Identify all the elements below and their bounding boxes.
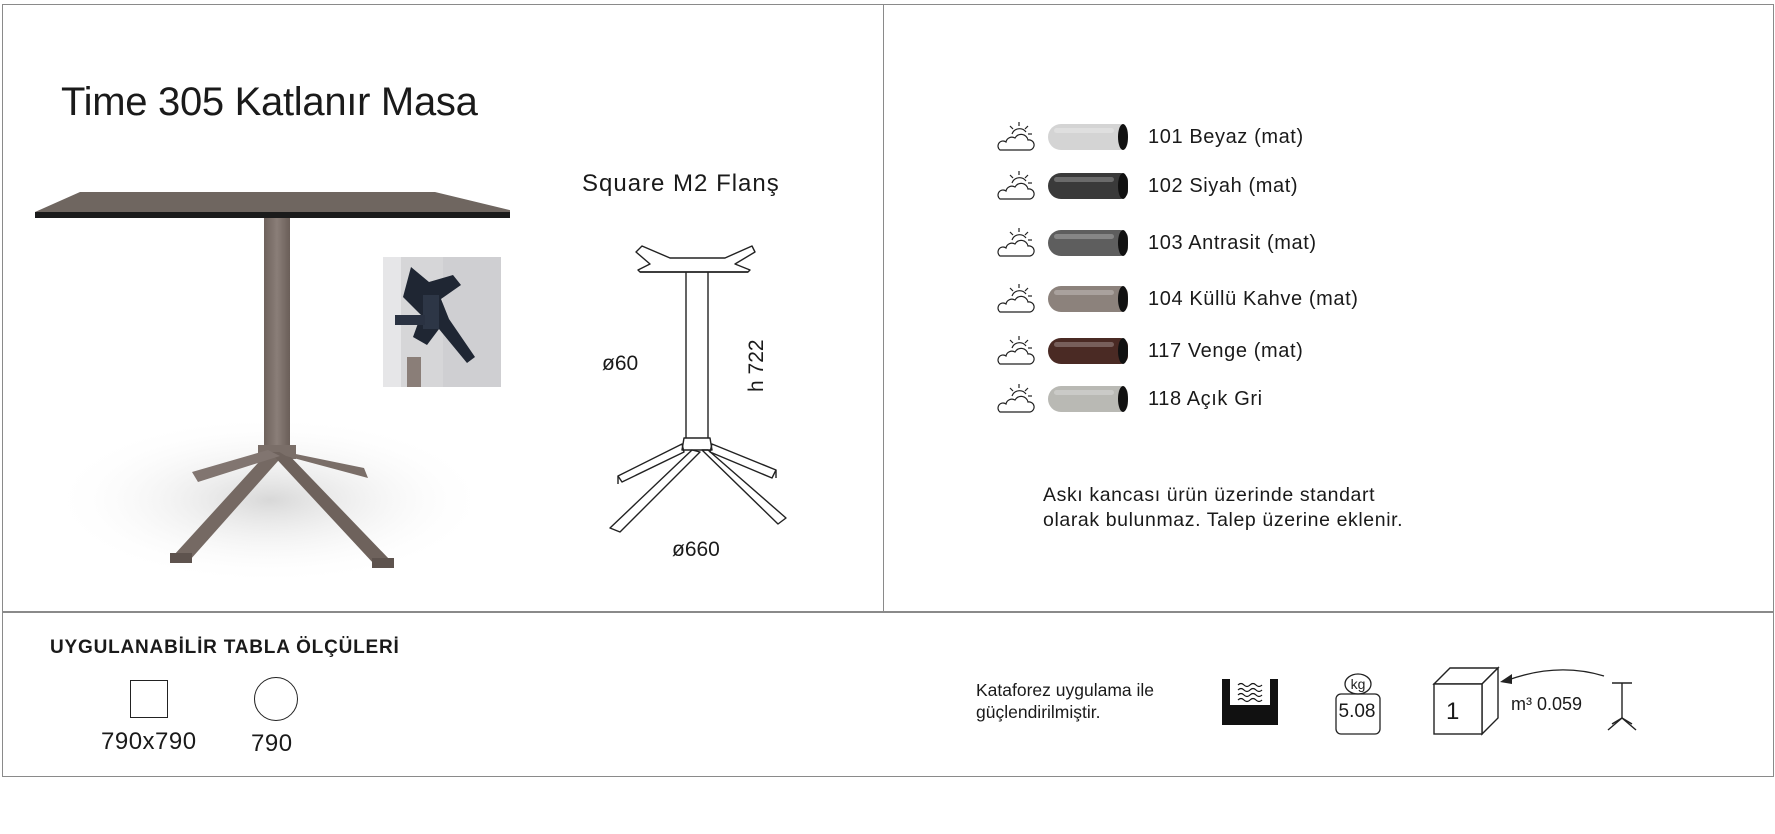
kataforez-line-1: Kataforez uygulama ile (976, 680, 1155, 700)
color-swatch (1048, 286, 1128, 312)
color-option-117 (994, 334, 1303, 368)
color-label: 101 Beyaz (mat) (1148, 125, 1304, 148)
round-size-label: 790 (251, 730, 293, 757)
table-sizes-heading: UYGULANABİLİR TABLA ÖLÇÜLERİ (50, 637, 400, 658)
weather-sun-cloud-icon (994, 120, 1038, 154)
flange-title: Square M2 Flanş (582, 170, 780, 197)
color-swatch (1048, 173, 1128, 199)
color-label: 103 Antrasit (mat) (1148, 231, 1317, 254)
weight-unit-label: kg (1350, 676, 1366, 692)
hinge-detail-photo (383, 257, 501, 387)
color-option-118 (994, 382, 1263, 416)
weather-sun-cloud-icon (994, 169, 1038, 203)
color-label: 102 Siyah (mat) (1148, 174, 1299, 197)
kataforez-note (976, 679, 1154, 723)
kataforez-line-2: güçlendirilmiştir. (976, 702, 1101, 722)
column-diameter-label: ø60 (602, 352, 639, 375)
color-option-101 (994, 120, 1304, 154)
weather-sun-cloud-icon (994, 226, 1038, 260)
arrow-icon (1498, 666, 1608, 686)
color-label: 117 Venge (mat) (1148, 339, 1304, 362)
square-top-icon (130, 680, 168, 718)
hook-note-line-1: Askı kancası ürün üzerinde standart (1043, 484, 1376, 506)
height-label: h 722 (745, 339, 768, 392)
square-size-label: 790x790 (101, 728, 197, 755)
weight-value: 5.08 (1338, 701, 1376, 722)
color-label: 104 Küllü Kahve (mat) (1148, 287, 1359, 310)
color-swatch (1048, 230, 1128, 256)
color-label: 118 Açık Gri (1148, 387, 1263, 410)
color-swatch (1048, 338, 1128, 364)
volume-value: m³ 0.059 (1511, 694, 1583, 714)
package-box-icon (1432, 666, 1500, 736)
box-count: 1 (1446, 698, 1460, 725)
weather-sun-cloud-icon (994, 382, 1038, 416)
weather-sun-cloud-icon (994, 282, 1038, 316)
table-base-icon (1604, 680, 1640, 732)
kataforez-bath-icon (1222, 679, 1278, 725)
hook-note-line-2: olarak bulunmaz. Talep üzerine eklenir. (1043, 509, 1404, 531)
base-diameter-label: ø660 (672, 538, 720, 561)
color-option-102 (994, 169, 1298, 203)
product-title: Time 305 Katlanır Masa (61, 80, 478, 124)
hook-note (1043, 483, 1403, 533)
color-option-104 (994, 282, 1358, 316)
round-top-icon (254, 677, 298, 721)
flange-line-drawing (600, 238, 800, 538)
weather-sun-cloud-icon (994, 334, 1038, 368)
color-swatch (1048, 124, 1128, 150)
color-swatch (1048, 386, 1128, 412)
color-option-103 (994, 226, 1317, 260)
